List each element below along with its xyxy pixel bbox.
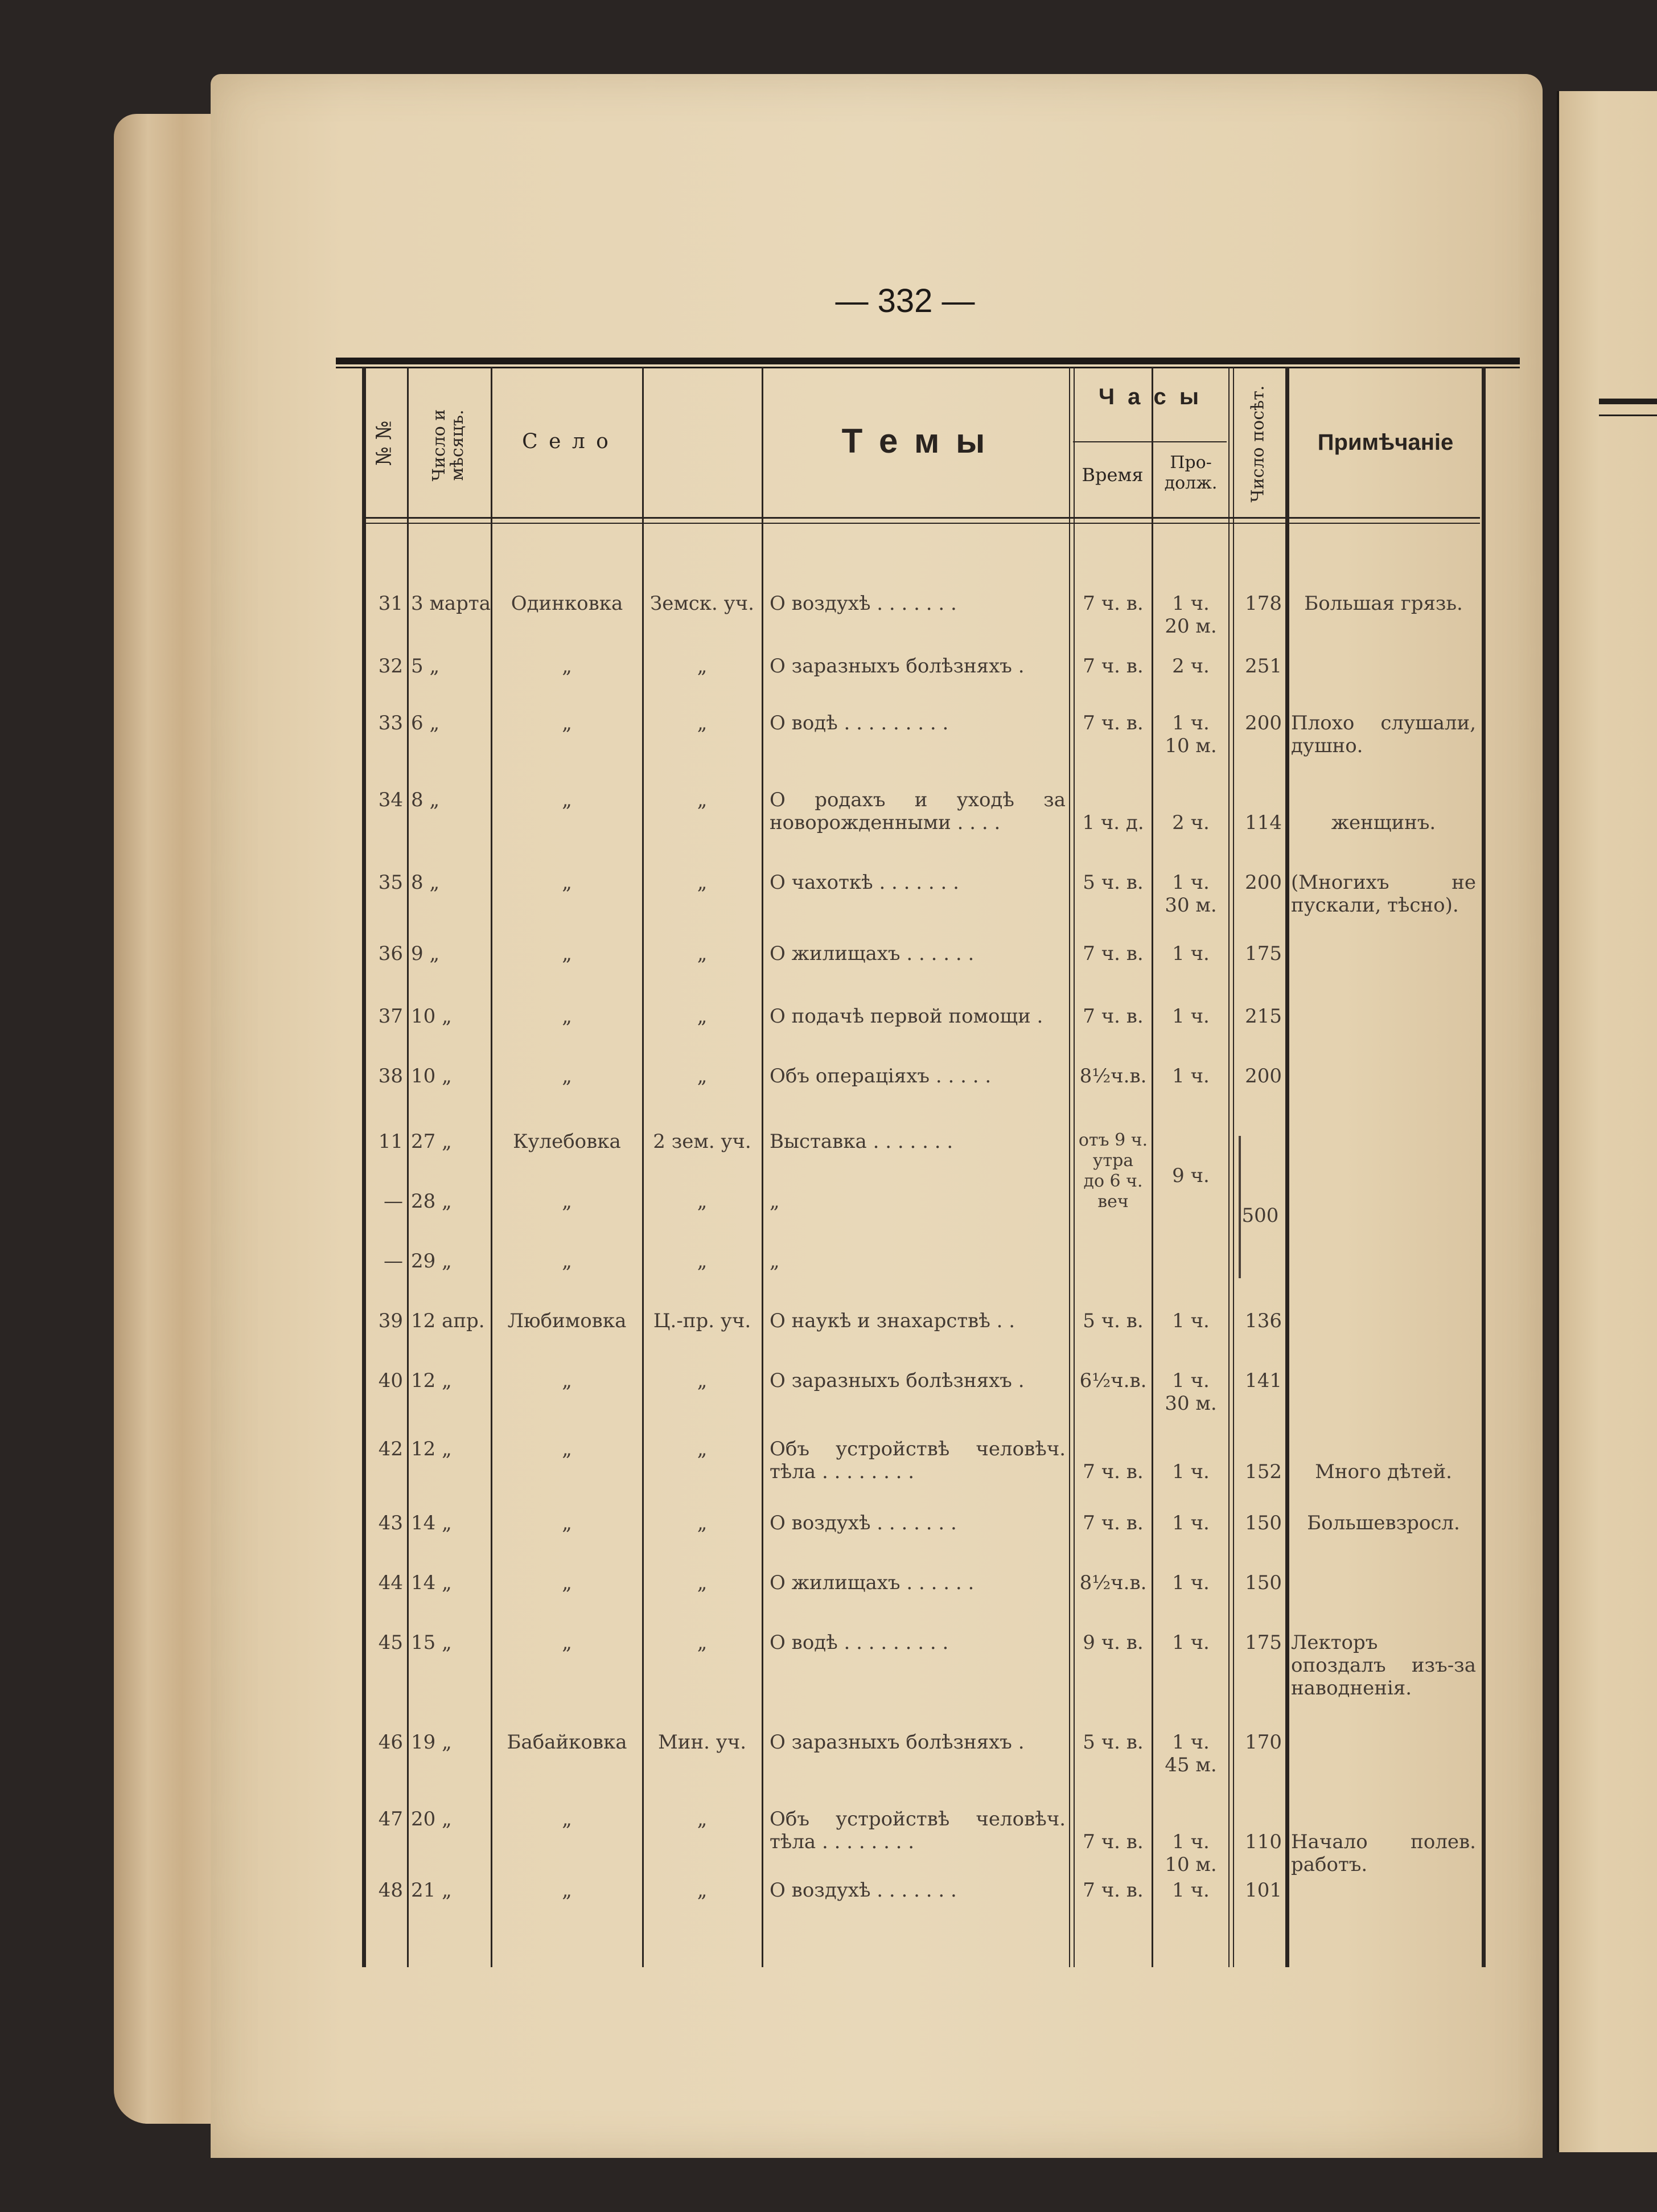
row-date: 14 „ [411,1571,452,1594]
row-theme: „ [770,1190,780,1213]
row-school: „ [697,1571,708,1594]
row-note: Много дѣтей. [1315,1460,1452,1483]
row-date: 15 „ [411,1631,452,1654]
row-theme: О жилищахъ . . . . . . [770,942,975,965]
row-date: 21 „ [411,1879,452,1902]
row-theme: О наукѣ и знахарствѣ . . [770,1310,1015,1332]
row-theme: О подачѣ первой помощи . [770,1005,1043,1028]
row-num: 45 [378,1631,403,1654]
row-village: „ [562,1879,572,1902]
row-school: „ [697,1512,708,1534]
row-note: Большая грязь. [1304,592,1463,615]
row-note: (Многихъ не пускали, тѣсно). [1291,871,1476,917]
exhibition-time-line4: веч [1097,1192,1129,1212]
row-date: 12 „ [411,1369,452,1392]
row-school: „ [697,1005,708,1028]
row-village: „ [562,1438,572,1460]
row-num: 44 [378,1571,403,1594]
row-date: 10 „ [411,1065,452,1087]
row-visits: 200 [1245,871,1282,894]
header-date: Число и мѣсяцъ. [429,409,467,482]
row-school: „ [697,1190,708,1213]
row-date: 5 „ [411,655,440,678]
col-divider-num [407,367,409,1967]
row-date: 6 „ [411,712,440,734]
row-visits: 114 [1245,811,1282,834]
row-time: 7 ч. в. [1083,1831,1144,1853]
row-duration-minutes: 20 м. [1165,615,1217,638]
exhibition-duration: 9 ч. [1172,1164,1210,1187]
col-divider-school [762,367,763,1967]
header-hours: Ч а с ы [1098,384,1203,409]
row-theme: О чахоткѣ . . . . . . . [770,871,959,894]
row-theme: О родахъ и уходѣ за новорожденными . . . . [770,789,1066,834]
header-time: Время [1082,464,1144,486]
row-visits: 178 [1245,592,1282,615]
row-theme: Объ устройствѣ человѣч. тѣла . . . . . . . . [770,1438,1066,1483]
row-num: 34 [378,789,403,811]
row-visits: 175 [1245,1631,1282,1654]
row-visits: 152 [1245,1460,1282,1483]
row-note: Начало полев. работъ. [1291,1831,1476,1876]
row-time: 7 ч. в. [1083,592,1144,615]
row-date: 10 „ [411,1005,452,1028]
row-num: 38 [378,1065,403,1087]
row-village: „ [562,1808,572,1831]
row-time: 8½ч.в. [1079,1065,1147,1087]
row-village: „ [562,1190,572,1213]
row-num: 39 [378,1310,403,1332]
row-village: „ [562,1512,572,1534]
row-num: — [384,1250,403,1273]
row-school: „ [697,789,708,811]
row-theme: О водѣ . . . . . . . . . [770,712,949,734]
row-visits: 136 [1245,1310,1282,1332]
row-duration: 1 ч. [1172,1369,1210,1392]
header-note: Примѣчаніе [1317,430,1454,455]
row-village: Бабайковка [507,1731,627,1754]
exhibition-brace [1239,1136,1241,1278]
row-theme: О жилищахъ . . . . . . [770,1571,975,1594]
row-school: „ [697,1369,708,1392]
row-date: 12 „ [411,1438,452,1460]
row-theme: Объ устройствѣ человѣч. тѣла . . . . . . . . [770,1808,1066,1853]
row-date: 3 марта [411,592,491,615]
row-village: „ [562,1250,572,1273]
exhibition-time [1075,1130,1152,1212]
row-num: 46 [378,1731,403,1754]
row-visits: 170 [1245,1731,1282,1754]
row-school: Мин. уч. [657,1731,747,1754]
row-date: 28 „ [411,1190,452,1213]
exhibition-time-line1: отъ 9 ч. [1078,1130,1148,1150]
row-duration: 1 ч. [1172,1731,1210,1754]
table-top-rule-thin [336,367,1520,368]
row-theme: О заразныхъ болѣзняхъ . [770,1369,1025,1392]
row-visits: 200 [1245,712,1282,734]
header-duration-line2: долж. [1164,473,1218,493]
row-num: 42 [378,1438,403,1460]
row-duration-minutes: 30 м. [1165,1392,1217,1415]
row-duration: 1 ч. [1172,1631,1210,1654]
header-visitors: Число посѣт. [1248,385,1268,503]
row-school: „ [697,712,708,734]
row-time: 8½ч.в. [1079,1571,1147,1594]
row-date: 20 „ [411,1808,452,1831]
row-time: 5 ч. в. [1083,1310,1144,1332]
row-theme: О воздухѣ . . . . . . . [770,1879,957,1902]
col-border-right [1482,367,1486,1967]
row-village: „ [562,871,572,894]
row-time: 9 ч. в. [1083,1631,1144,1654]
row-visits: 251 [1245,655,1282,678]
row-note: Плохо слушали, душно. [1291,712,1476,757]
row-village: „ [562,1369,572,1392]
row-date: 14 „ [411,1512,452,1534]
row-date: 27 „ [411,1130,452,1153]
row-theme: Выставка . . . . . . . [770,1130,953,1153]
row-note: Большевзросл. [1307,1512,1460,1534]
row-duration: 1 ч. [1172,871,1210,894]
row-date: 19 „ [411,1731,452,1754]
row-num: 40 [378,1369,403,1392]
row-theme: О воздухѣ . . . . . . . [770,1512,957,1534]
row-visits: 175 [1245,942,1282,965]
exhibition-time-line2: утра [1092,1151,1134,1171]
row-num: 35 [378,871,403,894]
row-time: 7 ч. в. [1083,942,1144,965]
row-school: Земск. уч. [650,592,754,615]
row-date: 12 апр. [411,1310,485,1332]
row-theme: О заразныхъ болѣзняхъ . [770,1731,1025,1754]
header-duration [1153,453,1228,494]
row-school: „ [697,1631,708,1654]
row-visits: 215 [1245,1005,1282,1028]
row-duration: 1 ч. [1172,712,1210,734]
exhibition-time-line3: до 6 ч. [1083,1171,1143,1191]
row-theme: Объ операціяхъ . . . . . [770,1065,992,1087]
row-num: 32 [378,655,403,678]
row-duration: 1 ч. [1172,1005,1210,1028]
next-page-rule [1599,399,1657,404]
hours-subheader-rule [1073,441,1227,442]
row-duration-minutes: 30 м. [1165,894,1217,917]
row-school: „ [697,1065,708,1087]
row-school: „ [697,871,708,894]
row-theme: О воздухѣ . . . . . . . [770,592,957,615]
row-village: Любимовка [507,1310,627,1332]
row-note: женщинъ. [1331,811,1436,834]
header-bottom-rule [364,517,1480,519]
row-duration: 1 ч. [1172,1512,1210,1534]
next-page-edge [1557,91,1657,2152]
row-duration-minutes: 10 м. [1165,734,1217,757]
row-duration: 1 ч. [1172,1310,1210,1332]
row-duration: 1 ч. [1172,942,1210,965]
row-village: „ [562,655,572,678]
row-school: „ [697,1808,708,1831]
col-divider-duration-a [1228,367,1230,1967]
header-bottom-rule-thin [364,523,1480,524]
row-num: — [384,1190,403,1213]
row-school: 2 зем. уч. [653,1130,751,1153]
row-village: „ [562,1005,572,1028]
row-time: 5 ч. в. [1083,1731,1144,1754]
next-page-rule-thin [1599,415,1657,416]
header-village: С е л о [522,430,611,453]
row-num: 11 [378,1130,403,1153]
row-village: „ [562,1065,572,1087]
row-theme: „ [770,1250,780,1273]
row-duration: 1 ч. [1172,1831,1210,1853]
row-school: „ [697,1879,708,1902]
row-village: Кулебовка [513,1130,621,1153]
row-date: 29 „ [411,1250,452,1273]
row-note: Лекторъ опоздалъ изъ-за наводненія. [1291,1631,1476,1700]
exhibition-visits: 500 [1241,1204,1279,1227]
row-visits: 141 [1245,1369,1282,1392]
header-duration-line1: Про- [1170,453,1212,473]
row-village: „ [562,789,572,811]
col-divider-duration-b [1233,367,1234,1967]
row-duration-minutes: 10 м. [1165,1853,1217,1876]
row-date: 8 „ [411,871,440,894]
row-time: 7 ч. в. [1083,655,1144,678]
row-time: 5 ч. в. [1083,871,1144,894]
row-visits: 101 [1245,1879,1282,1902]
row-duration: 1 ч. [1172,1571,1210,1594]
row-num: 43 [378,1512,403,1534]
row-duration: 1 ч. [1172,1879,1210,1902]
row-duration: 1 ч. [1172,1065,1210,1087]
row-time: 7 ч. в. [1083,712,1144,734]
row-time: 7 ч. в. [1083,1879,1144,1902]
row-time: 7 ч. в. [1083,1512,1144,1534]
header-themes: Т е м ы [841,422,989,460]
page-number: — 332 — [835,282,975,319]
row-time: 1 ч. д. [1082,811,1144,834]
row-village: „ [562,942,572,965]
col-divider-visitors [1285,367,1289,1967]
row-date: 8 „ [411,789,440,811]
row-duration: 1 ч. [1172,1460,1210,1483]
row-num: 48 [378,1879,403,1902]
row-num: 33 [378,712,403,734]
row-village: „ [562,712,572,734]
col-divider-theme-a [1069,367,1070,1967]
row-village: „ [562,1571,572,1594]
row-time: 7 ч. в. [1083,1460,1144,1483]
header-num: № № [372,420,396,466]
row-visits: 200 [1245,1065,1282,1087]
row-school: Ц.-пр. уч. [653,1310,751,1332]
row-school: „ [697,1250,708,1273]
table-top-rule [336,358,1520,364]
row-date: 9 „ [411,942,440,965]
row-village: Одинковка [511,592,623,615]
row-duration-minutes: 45 м. [1165,1754,1217,1776]
row-theme: О водѣ . . . . . . . . . [770,1631,949,1654]
row-time: 7 ч. в. [1083,1005,1144,1028]
row-visits: 150 [1245,1571,1282,1594]
row-duration: 2 ч. [1172,655,1210,678]
row-duration: 2 ч. [1172,811,1210,834]
row-num: 47 [378,1808,403,1831]
row-visits: 150 [1245,1512,1282,1534]
row-num: 31 [378,592,403,615]
row-school: „ [697,1438,708,1460]
row-time: 6½ч.в. [1079,1369,1147,1392]
row-duration: 1 ч. [1172,592,1210,615]
row-school: „ [697,942,708,965]
row-num: 36 [378,942,403,965]
row-theme: О заразныхъ болѣзняхъ . [770,655,1025,678]
row-school: „ [697,655,708,678]
row-num: 37 [378,1005,403,1028]
row-visits: 110 [1245,1831,1282,1853]
row-village: „ [562,1631,572,1654]
